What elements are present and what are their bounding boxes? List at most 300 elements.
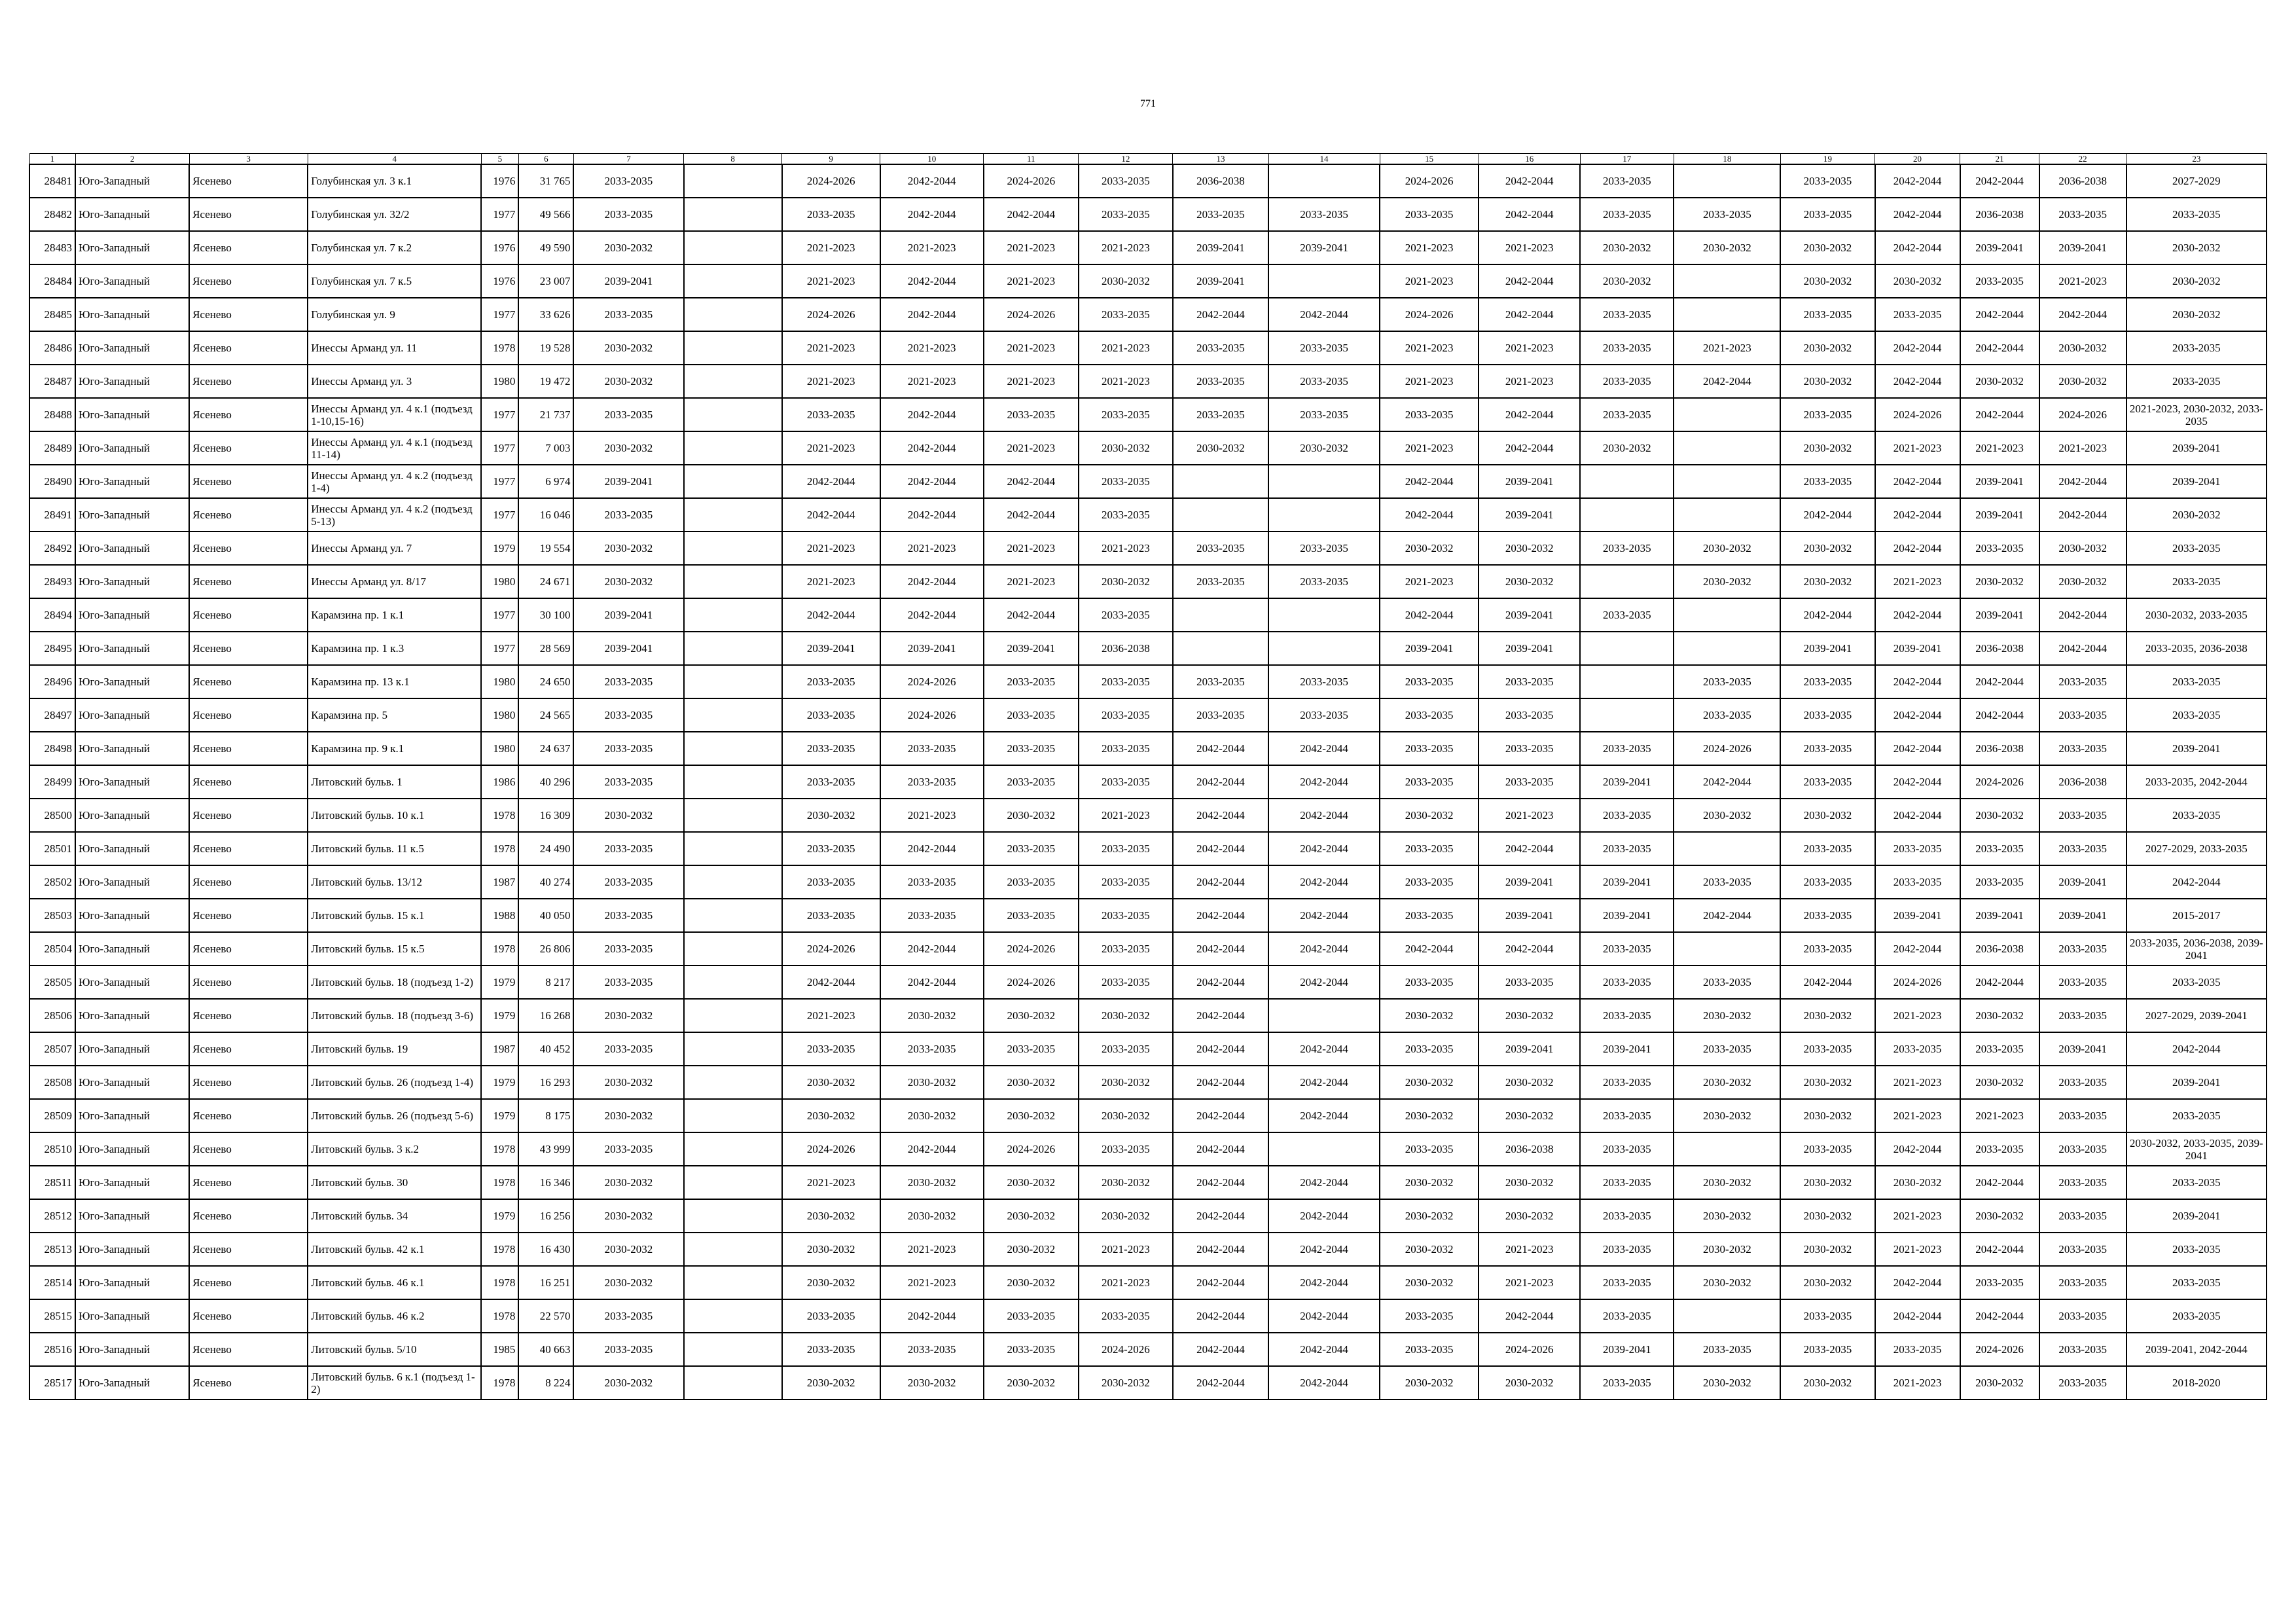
table-cell: 1978	[481, 932, 518, 965]
table-cell: 2042-2044	[1875, 932, 1960, 965]
table-cell: 2039-2041	[2126, 1066, 2267, 1099]
table-cell: Юго-Западный	[75, 532, 189, 565]
table-cell: Юго-Западный	[75, 999, 189, 1032]
table-cell: 2033-2035	[1268, 532, 1380, 565]
table-cell	[684, 498, 782, 532]
table-cell: 2021-2023	[782, 264, 880, 298]
table-cell: 2030-2032	[782, 1099, 880, 1132]
table-cell: 2021-2023	[1875, 431, 1960, 465]
table-cell: 2033-2035	[984, 865, 1079, 899]
table-cell: 2033-2035	[1580, 932, 1674, 965]
table-cell: 1976	[481, 264, 518, 298]
column-number-cell: 10	[880, 154, 984, 165]
table-cell	[684, 1132, 782, 1166]
table-cell: 28486	[29, 331, 75, 365]
table-cell: 2030-2032	[1674, 1266, 1780, 1299]
table-cell: Юго-Западный	[75, 632, 189, 665]
table-cell: 2042-2044	[2039, 598, 2126, 632]
table-cell: Юго-Западный	[75, 365, 189, 398]
table-cell: Юго-Западный	[75, 398, 189, 431]
table-row	[29, 665, 2267, 698]
table-cell: 2033-2035	[880, 899, 984, 932]
table-cell: 2033-2035	[782, 865, 880, 899]
table-cell: 1977	[481, 198, 518, 231]
table-cell: 2030-2032	[2039, 365, 2126, 398]
table-cell: 2033-2035	[2039, 665, 2126, 698]
table-cell: 2030-2032, 2033-2035, 2039-2041	[2126, 1132, 2267, 1166]
table-cell: 2033-2035	[880, 732, 984, 765]
table-cell: 2033-2035	[880, 865, 984, 899]
table-row	[29, 732, 2267, 765]
table-cell: 2042-2044	[782, 965, 880, 999]
table-cell: 2033-2035	[1960, 865, 2039, 899]
table-cell: Юго-Западный	[75, 865, 189, 899]
table-cell: 2042-2044	[1173, 1233, 1268, 1266]
table-cell: 2042-2044	[1875, 231, 1960, 264]
table-cell: Юго-Западный	[75, 164, 189, 198]
table-cell: 2042-2044	[880, 932, 984, 965]
table-cell: 1979	[481, 999, 518, 1032]
table-cell: 2030-2032	[573, 1366, 683, 1399]
table-row	[29, 465, 2267, 498]
table-cell: 2024-2026	[1960, 765, 2039, 799]
table-cell: 2024-2026	[984, 965, 1079, 999]
table-cell: 1977	[481, 465, 518, 498]
table-cell	[1674, 264, 1780, 298]
table-cell	[684, 698, 782, 732]
table-cell: 28488	[29, 398, 75, 431]
table-cell: 2021-2023	[1875, 1366, 1960, 1399]
table-cell: 2030-2032	[1674, 1066, 1780, 1099]
table-cell: 2042-2044	[1960, 965, 2039, 999]
table-row	[29, 1099, 2267, 1132]
table-cell: 8 224	[518, 1366, 573, 1399]
table-cell: 2033-2035	[2126, 799, 2267, 832]
table-cell: 2030-2032	[782, 799, 880, 832]
table-cell: 2042-2044	[1780, 598, 1874, 632]
table-cell: 2021-2023	[1380, 431, 1479, 465]
table-cell: 2042-2044	[1479, 398, 1580, 431]
table-cell: 2033-2035, 2036-2038, 2039-2041	[2126, 932, 2267, 965]
table-cell: 2042-2044	[880, 498, 984, 532]
column-number-row	[29, 154, 2267, 165]
table-cell: Литовский бульв. 15 к.5	[308, 932, 481, 965]
table-cell: 2033-2035	[1079, 665, 1173, 698]
table-cell: 2030-2032	[1079, 264, 1173, 298]
table-cell: 2033-2035	[1268, 365, 1380, 398]
table-cell: 2039-2041	[2039, 1032, 2126, 1066]
table-cell: 2033-2035	[1780, 198, 1874, 231]
table-cell: 2042-2044	[1268, 732, 1380, 765]
table-cell: 28490	[29, 465, 75, 498]
table-cell: 2030-2032	[1780, 565, 1874, 598]
table-row	[29, 799, 2267, 832]
table-cell: 2042-2044	[2039, 298, 2126, 331]
table-cell: Инессы Арманд ул. 3	[308, 365, 481, 398]
table-cell: 2030-2032	[1674, 231, 1780, 264]
table-cell: 2033-2035	[1674, 198, 1780, 231]
table-cell: 2042-2044	[880, 1132, 984, 1166]
table-cell: 2024-2026	[984, 164, 1079, 198]
table-cell: 1978	[481, 1233, 518, 1266]
table-cell: 1980	[481, 698, 518, 732]
table-cell: 2039-2041	[1580, 765, 1674, 799]
table-cell: 28514	[29, 1266, 75, 1299]
table-cell: 2033-2035	[2039, 198, 2126, 231]
column-number-cell: 5	[481, 154, 518, 165]
table-cell: Литовский бульв. 5/10	[308, 1333, 481, 1366]
table-cell	[684, 598, 782, 632]
table-cell: 2042-2044	[880, 1299, 984, 1333]
table-cell: 2033-2035	[1079, 298, 1173, 331]
table-cell: 28492	[29, 532, 75, 565]
table-cell: 2030-2032	[1380, 1233, 1479, 1266]
table-cell: 2030-2032	[1380, 1366, 1479, 1399]
table-row	[29, 1066, 2267, 1099]
table-cell: 2042-2044	[1380, 465, 1479, 498]
table-cell: 1978	[481, 1366, 518, 1399]
table-cell	[1674, 398, 1780, 431]
table-cell: 2033-2035	[1960, 264, 2039, 298]
table-cell: 2033-2035	[2126, 698, 2267, 732]
table-cell: 2030-2032	[1780, 231, 1874, 264]
table-cell: 1978	[481, 1132, 518, 1166]
table-cell: 16 293	[518, 1066, 573, 1099]
table-cell: 2033-2035	[1268, 198, 1380, 231]
table-cell: 2039-2041	[1380, 632, 1479, 665]
table-cell: 2030-2032	[1079, 431, 1173, 465]
table-cell: 2030-2032	[1479, 1099, 1580, 1132]
table-cell: 2039-2041, 2042-2044	[2126, 1333, 2267, 1366]
table-cell: Юго-Западный	[75, 431, 189, 465]
table-cell: 2021-2023	[1479, 331, 1580, 365]
table-cell: 2030-2032	[1780, 799, 1874, 832]
table-cell: 1978	[481, 1299, 518, 1333]
table-cell: 2039-2041	[1960, 498, 2039, 532]
column-number-cell: 16	[1479, 154, 1580, 165]
table-cell: 24 637	[518, 732, 573, 765]
table-cell: 2021-2023	[1875, 1233, 1960, 1266]
table-cell: Ясенево	[189, 765, 308, 799]
table-cell: 2021-2023	[984, 565, 1079, 598]
table-cell	[1173, 498, 1268, 532]
table-cell: Ясенево	[189, 1299, 308, 1333]
table-cell: Литовский бульв. 15 к.1	[308, 899, 481, 932]
table-cell: 2021-2023	[1380, 365, 1479, 398]
table-cell: 2030-2032	[782, 1199, 880, 1233]
table-cell: 2030-2032	[1380, 1166, 1479, 1199]
table-cell: Литовский бульв. 46 к.1	[308, 1266, 481, 1299]
table-cell: 2033-2035	[573, 732, 683, 765]
table-cell: 2042-2044	[880, 832, 984, 865]
table-cell: 2033-2035	[1268, 565, 1380, 598]
table-cell: 2033-2035	[984, 665, 1079, 698]
table-cell: 2030-2032	[1380, 1099, 1479, 1132]
table-cell: 2039-2041	[1580, 1032, 1674, 1066]
table-cell	[684, 1233, 782, 1266]
table-cell	[1268, 598, 1380, 632]
table-cell: 2033-2035	[2039, 1366, 2126, 1399]
table-cell: 2033-2035	[2039, 1266, 2126, 1299]
table-cell: 2024-2026	[1380, 164, 1479, 198]
table-cell: 2030-2032	[1479, 999, 1580, 1032]
table-cell: Юго-Западный	[75, 1066, 189, 1099]
table-cell: 2042-2044	[1173, 1166, 1268, 1199]
table-cell: 2030-2032	[1479, 1366, 1580, 1399]
table-cell: 2033-2035	[1580, 832, 1674, 865]
table-cell: 2042-2044	[1479, 198, 1580, 231]
table-cell: Карамзина пр. 1 к.3	[308, 632, 481, 665]
table-cell: 2042-2044	[1268, 1099, 1380, 1132]
column-number-cell: 11	[984, 154, 1079, 165]
table-cell: 31 765	[518, 164, 573, 198]
table-cell: 28498	[29, 732, 75, 765]
table-cell: 2042-2044	[1173, 832, 1268, 865]
table-cell: 2042-2044	[1875, 164, 1960, 198]
table-cell: 2033-2035	[573, 698, 683, 732]
table-cell: 2033-2035	[573, 1299, 683, 1333]
table-cell: 2021-2023	[880, 532, 984, 565]
table-cell: 2021-2023	[1079, 1233, 1173, 1266]
table-cell: 1977	[481, 632, 518, 665]
table-cell: 2042-2044	[1268, 1266, 1380, 1299]
table-row	[29, 832, 2267, 865]
table-cell: 16 256	[518, 1199, 573, 1233]
table-cell: 2042-2044	[1173, 1099, 1268, 1132]
table-cell: 28510	[29, 1132, 75, 1166]
table-cell	[684, 865, 782, 899]
table-cell: 2033-2035	[1580, 1166, 1674, 1199]
table-cell: Литовский бульв. 26 (подъезд 5-6)	[308, 1099, 481, 1132]
table-cell: 2021-2023	[1380, 331, 1479, 365]
table-cell: 2039-2041	[1580, 1333, 1674, 1366]
table-cell: Литовский бульв. 3 к.2	[308, 1132, 481, 1166]
table-cell	[684, 1333, 782, 1366]
table-cell: 16 346	[518, 1166, 573, 1199]
table-cell: Юго-Западный	[75, 1199, 189, 1233]
table-cell: 2042-2044	[1173, 999, 1268, 1032]
table-cell: 2030-2032	[573, 431, 683, 465]
table-cell: 2033-2035	[1780, 865, 1874, 899]
table-cell: 2039-2041	[2039, 899, 2126, 932]
column-number-cell: 17	[1580, 154, 1674, 165]
table-cell: 2033-2035	[1173, 198, 1268, 231]
table-cell	[684, 164, 782, 198]
table-cell: 1978	[481, 1266, 518, 1299]
table-cell: 2042-2044	[1173, 1199, 1268, 1233]
table-cell: 2033-2035	[573, 932, 683, 965]
table-cell: 2042-2044	[1479, 264, 1580, 298]
table-cell: 2033-2035	[1875, 865, 1960, 899]
table-cell: Ясенево	[189, 1266, 308, 1299]
table-cell: 2033-2035	[1960, 832, 2039, 865]
table-cell: Литовский бульв. 42 к.1	[308, 1233, 481, 1266]
table-cell: 2021-2023	[1079, 1266, 1173, 1299]
table-cell: 2030-2032	[880, 1099, 984, 1132]
table-cell: Литовский бульв. 13/12	[308, 865, 481, 899]
table-cell: 2030-2032	[1780, 532, 1874, 565]
table-cell: 2042-2044	[1173, 765, 1268, 799]
table-cell: Литовский бульв. 1	[308, 765, 481, 799]
table-cell: 2021-2023	[782, 231, 880, 264]
table-cell: Ясенево	[189, 1199, 308, 1233]
table-cell: 2033-2035	[1079, 932, 1173, 965]
table-cell: 2033-2035	[1674, 965, 1780, 999]
table-cell	[1268, 465, 1380, 498]
table-cell: 2024-2026	[782, 932, 880, 965]
table-cell: Юго-Западный	[75, 565, 189, 598]
table-cell: 2030-2032	[1960, 565, 2039, 598]
table-cell: 2030-2032	[1674, 1233, 1780, 1266]
table-cell: 2030-2032	[1780, 1266, 1874, 1299]
table-cell: 2030-2032	[573, 1199, 683, 1233]
table-cell: 2030-2032	[1079, 1366, 1173, 1399]
table-cell: 49 590	[518, 231, 573, 264]
table-row	[29, 164, 2267, 198]
table-cell: 2030-2032	[573, 999, 683, 1032]
table-cell: Ясенево	[189, 1333, 308, 1366]
table-cell: Юго-Западный	[75, 298, 189, 331]
table-cell: 2033-2035	[2039, 698, 2126, 732]
table-cell: 2024-2026	[984, 298, 1079, 331]
table-cell: 2030-2032	[1479, 1166, 1580, 1199]
table-cell: 2024-2026	[1380, 298, 1479, 331]
table-cell: 2033-2035	[1079, 865, 1173, 899]
table-cell: 2042-2044	[1173, 799, 1268, 832]
table-cell: 2039-2041	[1479, 598, 1580, 632]
table-cell: 2033-2035	[1580, 965, 1674, 999]
table-row	[29, 698, 2267, 732]
table-cell: 1986	[481, 765, 518, 799]
table-cell: 2042-2044	[1875, 365, 1960, 398]
table-cell: 2021-2023, 2030-2032, 2033-2035	[2126, 398, 2267, 431]
table-cell	[684, 532, 782, 565]
table-cell: 2033-2035	[1875, 832, 1960, 865]
table-cell: 2033-2035	[1780, 298, 1874, 331]
table-cell: 2033-2035	[1780, 932, 1874, 965]
table-cell: 2030-2032	[1380, 1266, 1479, 1299]
table-cell: 2021-2023	[1674, 331, 1780, 365]
table-cell: 2042-2044	[880, 431, 984, 465]
table-cell: 2030-2032	[1380, 532, 1479, 565]
table-cell: 2033-2035	[782, 1032, 880, 1066]
table-cell: 1977	[481, 598, 518, 632]
table-cell: Ясенево	[189, 264, 308, 298]
table-cell: 2021-2023	[984, 264, 1079, 298]
table-cell: 1979	[481, 532, 518, 565]
table-cell: Юго-Западный	[75, 1266, 189, 1299]
table-cell: Карамзина пр. 9 к.1	[308, 732, 481, 765]
column-number-cell: 8	[684, 154, 782, 165]
table-cell: 2033-2035	[984, 732, 1079, 765]
table-cell: 2033-2035	[1380, 665, 1479, 698]
table-cell: Литовский бульв. 26 (подъезд 1-4)	[308, 1066, 481, 1099]
table-cell: Ясенево	[189, 331, 308, 365]
table-cell: Ясенево	[189, 1366, 308, 1399]
table-cell: Ясенево	[189, 532, 308, 565]
table-cell: 28494	[29, 598, 75, 632]
table-cell: Ясенево	[189, 431, 308, 465]
table-cell: 2033-2035	[1079, 198, 1173, 231]
table-cell: 16 046	[518, 498, 573, 532]
table-cell: 2024-2026	[984, 1132, 1079, 1166]
column-number-cell: 12	[1079, 154, 1173, 165]
table-cell: 2033-2035	[1875, 1333, 1960, 1366]
table-cell: 2039-2041	[2039, 231, 2126, 264]
table-cell: 2033-2035	[1674, 1333, 1780, 1366]
table-cell: 2033-2035	[2126, 965, 2267, 999]
table-cell	[1268, 498, 1380, 532]
table-cell: 2021-2023	[1960, 1099, 2039, 1132]
table-cell: 2030-2032	[1780, 999, 1874, 1032]
table-cell: 2033-2035	[1875, 298, 1960, 331]
table-row	[29, 632, 2267, 665]
table-cell: 2039-2041	[573, 598, 683, 632]
table-cell: 2042-2044	[1479, 832, 1580, 865]
table-cell: 1979	[481, 1099, 518, 1132]
table-cell: 2021-2023	[2039, 264, 2126, 298]
table-cell: 2039-2041	[1173, 231, 1268, 264]
table-cell: 2042-2044	[782, 498, 880, 532]
table-cell: Ясенево	[189, 1066, 308, 1099]
table-cell: Юго-Западный	[75, 498, 189, 532]
table-cell: 28508	[29, 1066, 75, 1099]
table-cell: Карамзина пр. 1 к.1	[308, 598, 481, 632]
table-cell: 28481	[29, 164, 75, 198]
table-cell: 2024-2026	[782, 1132, 880, 1166]
table-cell: 40 050	[518, 899, 573, 932]
table-cell: 2042-2044	[1173, 298, 1268, 331]
table-cell: 2033-2035	[1580, 164, 1674, 198]
table-cell: 2042-2044	[880, 164, 984, 198]
table-cell: 2033-2035	[2039, 1199, 2126, 1233]
table-cell: 28496	[29, 665, 75, 698]
table-cell: Ясенево	[189, 799, 308, 832]
table-cell	[684, 1299, 782, 1333]
table-cell	[684, 665, 782, 698]
table-cell: 2033-2035	[984, 1299, 1079, 1333]
table-cell: 2030-2032	[1173, 431, 1268, 465]
table-cell: 2042-2044	[1173, 899, 1268, 932]
table-cell	[684, 431, 782, 465]
table-cell: 2033-2035	[1580, 1099, 1674, 1132]
table-row	[29, 999, 2267, 1032]
table-cell: 2015-2017	[2126, 899, 2267, 932]
table-cell: 2039-2041	[2126, 732, 2267, 765]
table-cell	[684, 264, 782, 298]
table-cell: 2042-2044	[1268, 1166, 1380, 1199]
table-cell	[684, 365, 782, 398]
table-cell: 2033-2035	[1580, 365, 1674, 398]
table-cell: 22 570	[518, 1299, 573, 1333]
table-cell: 2033-2035	[1079, 1132, 1173, 1166]
table-cell: 2030-2032	[2126, 498, 2267, 532]
table-cell: 2042-2044	[880, 264, 984, 298]
table-cell: 2024-2026	[782, 298, 880, 331]
table-cell: 1980	[481, 365, 518, 398]
table-cell	[1580, 498, 1674, 532]
table-cell: 2033-2035	[2039, 1066, 2126, 1099]
table-cell: 2030-2032	[984, 799, 1079, 832]
table-row	[29, 598, 2267, 632]
table-cell: 2042-2044	[1268, 865, 1380, 899]
table-cell: 2042-2044	[1875, 665, 1960, 698]
table-row	[29, 1266, 2267, 1299]
table-row	[29, 765, 2267, 799]
table-row	[29, 932, 2267, 965]
table-cell	[684, 999, 782, 1032]
table-cell: 2030-2032	[2039, 532, 2126, 565]
